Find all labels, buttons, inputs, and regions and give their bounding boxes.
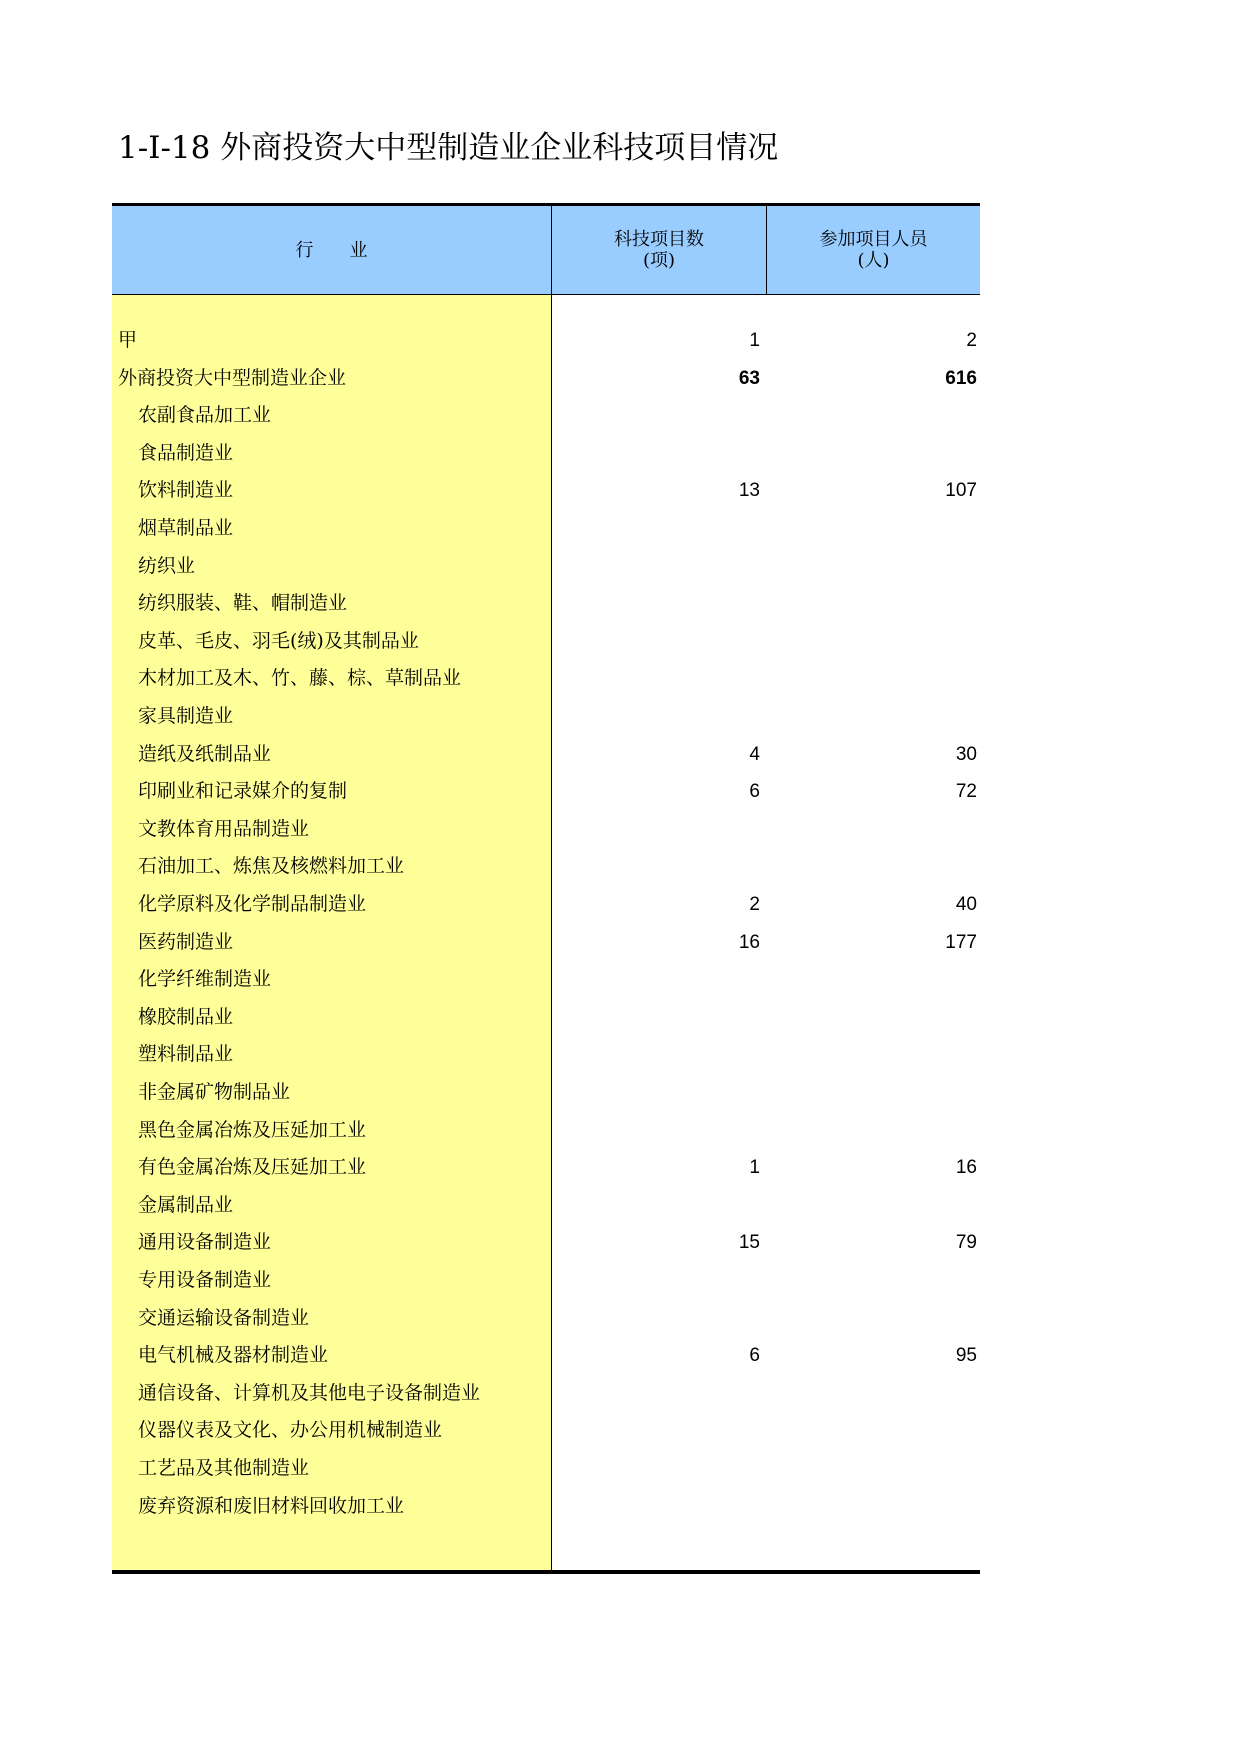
table-row <box>112 1187 980 1225</box>
row-projects-value <box>552 999 760 1037</box>
row-persons-value <box>767 1412 977 1450</box>
row-projects-value: 63 <box>738 367 760 389</box>
row-persons-value <box>767 548 977 586</box>
row-persons-value <box>767 1036 977 1074</box>
row-projects-value <box>552 548 760 586</box>
column-divider-2 <box>766 206 767 294</box>
row-persons-value <box>767 1488 977 1526</box>
row-projects-value <box>552 585 760 623</box>
table-row <box>112 1450 980 1488</box>
row-industry-label: 非金属矿物制品业 <box>138 1081 291 1103</box>
row-projects-value: 2 <box>749 894 760 915</box>
row-industry-label: 甲 <box>118 329 138 351</box>
row-projects-value <box>552 1036 760 1074</box>
row-industry-label: 仪器仪表及文化、办公用机械制造业 <box>138 1419 443 1442</box>
table-row <box>112 1488 980 1526</box>
table-row <box>112 623 980 661</box>
table-row <box>112 848 980 886</box>
row-persons-value <box>767 435 977 473</box>
table-row <box>112 397 980 435</box>
row-industry-label: 化学纤维制造业 <box>138 968 272 991</box>
table-row <box>112 360 980 398</box>
row-projects-value <box>552 811 760 849</box>
row-persons-value <box>767 999 977 1037</box>
row-persons-value <box>767 698 977 736</box>
row-persons-value <box>767 1074 977 1112</box>
header-projects <box>552 206 766 294</box>
row-projects-value: 16 <box>738 931 760 953</box>
table-row <box>112 1224 980 1262</box>
row-industry-label: 交通运输设备制造业 <box>138 1306 310 1329</box>
row-persons-value: 107 <box>945 480 977 502</box>
table-row <box>112 1036 980 1074</box>
table-row <box>112 961 980 999</box>
row-projects-value <box>552 1412 760 1450</box>
table-row <box>112 736 980 774</box>
row-industry-label: 石油加工、炼焦及核燃料加工业 <box>138 855 405 878</box>
row-industry-label: 文教体育用品制造业 <box>138 817 310 840</box>
table-row <box>112 510 980 548</box>
row-industry-label: 金属制品业 <box>138 1193 234 1216</box>
row-industry-label: 农副食品加工业 <box>138 404 272 427</box>
row-projects-value <box>552 1112 760 1150</box>
row-projects-value <box>552 1488 760 1526</box>
row-persons-value: 95 <box>955 1345 977 1367</box>
row-projects-value: 15 <box>738 1232 760 1254</box>
row-industry-label: 纺织业 <box>138 554 196 577</box>
table-row <box>112 435 980 473</box>
row-projects-value: 1 <box>749 330 760 351</box>
row-projects-value <box>552 848 760 886</box>
row-projects-value <box>552 1375 760 1413</box>
row-persons-value: 2 <box>966 330 977 351</box>
row-industry-label: 化学原料及化学制品制造业 <box>138 893 367 915</box>
row-industry-label: 皮革、毛皮、羽毛(绒)及其制品业 <box>138 629 419 652</box>
row-projects-value <box>552 698 760 736</box>
table-row <box>112 472 980 510</box>
row-persons-value: 79 <box>955 1232 977 1254</box>
page-title: 1-I-18 外商投资大中型制造业企业科技项目情况 <box>118 130 779 166</box>
row-projects-value: 6 <box>749 1345 760 1367</box>
row-industry-label: 橡胶制品业 <box>138 1005 234 1028</box>
row-projects-value: 1 <box>749 1157 760 1179</box>
table-row <box>112 999 980 1037</box>
row-industry-label: 木材加工及木、竹、藤、棕、草制品业 <box>138 667 462 690</box>
row-persons-value <box>767 1262 977 1300</box>
row-industry-label: 专用设备制造业 <box>138 1269 272 1291</box>
header-projects-label: 科技项目数 <box>614 229 704 250</box>
row-persons-value <box>767 660 977 698</box>
table-row <box>112 660 980 698</box>
row-persons-value <box>767 1187 977 1225</box>
row-industry-label: 饮料制造业 <box>138 479 234 502</box>
table-row <box>112 1337 980 1375</box>
table-row <box>112 1074 980 1112</box>
row-industry-label: 通用设备制造业 <box>138 1231 272 1254</box>
row-industry-label: 外商投资大中型制造业企业 <box>118 366 347 389</box>
table-row <box>112 886 980 924</box>
table-bottom-rule <box>112 1570 980 1574</box>
row-industry-label: 医药制造业 <box>138 930 234 953</box>
table-header <box>112 206 980 295</box>
row-industry-label: 有色金属冶炼及压延加工业 <box>138 1156 367 1179</box>
row-projects-value <box>552 435 760 473</box>
row-industry-label: 印刷业和记录媒介的复制 <box>138 780 348 803</box>
row-persons-value <box>767 961 977 999</box>
table-row <box>112 1149 980 1187</box>
row-persons-value: 30 <box>955 743 977 765</box>
header-persons <box>767 206 980 294</box>
row-persons-value <box>767 1375 977 1413</box>
row-projects-value <box>552 510 760 548</box>
row-persons-value <box>767 397 977 435</box>
row-industry-label: 电气机械及器材制造业 <box>138 1344 329 1367</box>
row-projects-value <box>552 1187 760 1225</box>
row-projects-value <box>552 397 760 435</box>
row-projects-value: 4 <box>749 743 760 765</box>
row-persons-value <box>767 1450 977 1488</box>
row-persons-value <box>767 848 977 886</box>
row-projects-value <box>552 1300 760 1338</box>
table-row <box>112 322 980 360</box>
row-industry-label: 纺织服装、鞋、帽制造业 <box>138 592 348 615</box>
row-projects-value <box>552 660 760 698</box>
table-row <box>112 924 980 962</box>
row-industry-label: 黑色金属冶炼及压延加工业 <box>138 1118 367 1141</box>
data-table <box>112 203 980 1575</box>
row-projects-value <box>552 623 760 661</box>
row-industry-label: 家具制造业 <box>138 705 234 727</box>
row-persons-value: 616 <box>945 367 977 389</box>
header-industry-label: 行 业 <box>295 239 368 261</box>
table-row <box>112 1112 980 1150</box>
row-projects-value <box>552 961 760 999</box>
table-row <box>112 1262 980 1300</box>
table-row <box>112 773 980 811</box>
row-industry-label: 通信设备、计算机及其他电子设备制造业 <box>138 1381 481 1404</box>
table-row <box>112 698 980 736</box>
row-persons-value: 177 <box>945 931 977 953</box>
row-projects-value <box>552 1262 760 1300</box>
row-persons-value: 72 <box>955 781 977 803</box>
header-industry <box>112 206 551 294</box>
row-persons-value <box>767 1112 977 1150</box>
header-persons-unit: (人) <box>857 250 890 271</box>
row-persons-value <box>767 585 977 623</box>
header-persons-label: 参加项目人员 <box>819 229 928 250</box>
table-row <box>112 1412 980 1450</box>
row-industry-label: 食品制造业 <box>138 441 234 464</box>
table-row <box>112 585 980 623</box>
row-industry-label: 造纸及纸制品业 <box>138 742 272 765</box>
row-industry-label: 塑料制品业 <box>138 1043 234 1066</box>
row-projects-value <box>552 1450 760 1488</box>
table-row <box>112 1300 980 1338</box>
table-row <box>112 1375 980 1413</box>
row-persons-value <box>767 811 977 849</box>
table-row <box>112 811 980 849</box>
table-row <box>112 548 980 586</box>
row-industry-label: 废弃资源和废旧材料回收加工业 <box>138 1494 405 1517</box>
row-projects-value: 13 <box>738 480 760 502</box>
row-persons-value: 40 <box>955 894 977 915</box>
row-industry-label: 工艺品及其他制造业 <box>138 1457 310 1479</box>
row-projects-value <box>552 1074 760 1112</box>
row-persons-value <box>767 623 977 661</box>
row-industry-label: 烟草制品业 <box>138 517 234 539</box>
row-persons-value <box>767 510 977 548</box>
header-projects-unit: (项) <box>642 250 676 271</box>
row-projects-value: 6 <box>749 781 760 803</box>
row-persons-value: 16 <box>955 1157 977 1179</box>
row-persons-value <box>767 1300 977 1338</box>
